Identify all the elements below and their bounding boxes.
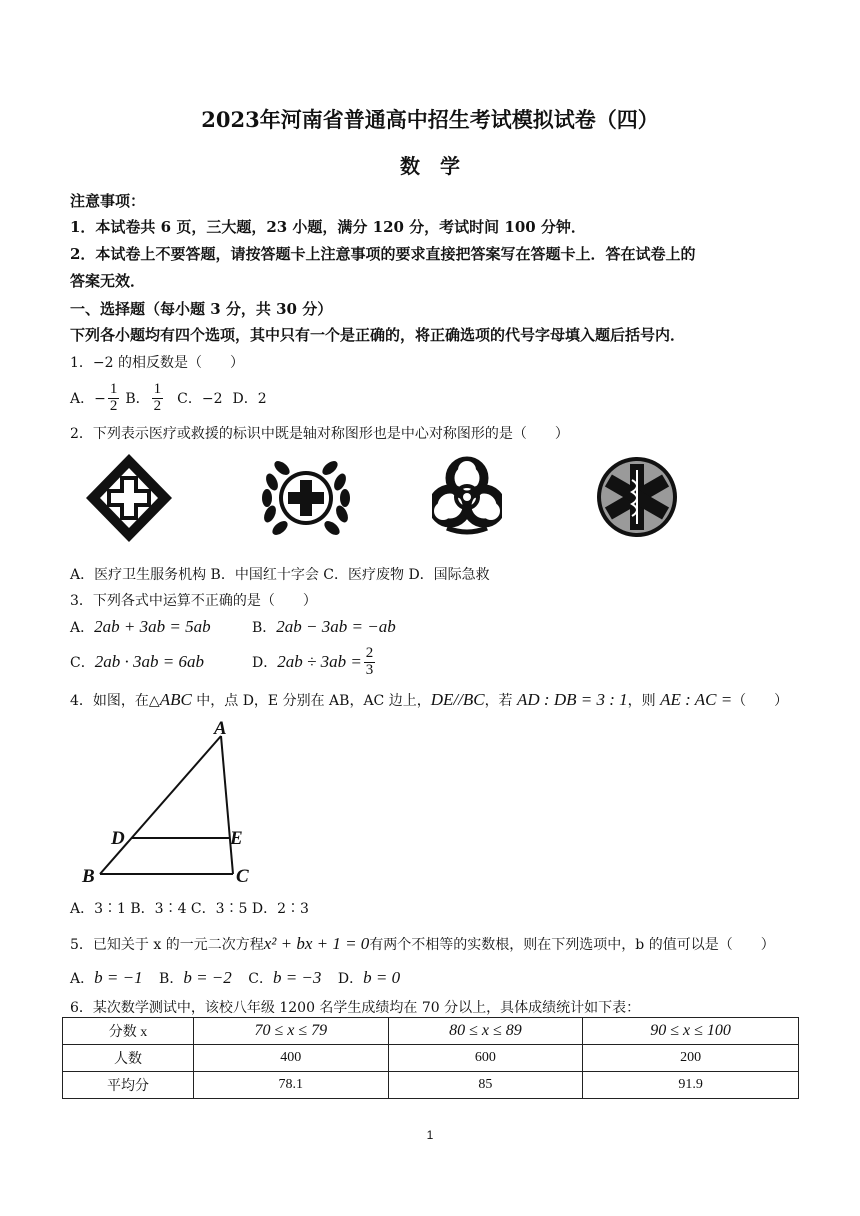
vertex-label-a: A: [214, 718, 227, 739]
option-c: C．−2: [177, 391, 223, 407]
notice-item-1: 1．本试卷共 6 页，三大题，23 小题，满分 120 分，考试时间 100 分钟．: [70, 218, 586, 236]
vertex-label-b: B: [82, 866, 95, 887]
table-row: [63, 1045, 799, 1072]
option-a-label: A．−: [70, 391, 106, 407]
option-a-fraction: $\frac{1}{2}$: [109, 380, 118, 414]
page-number: 1: [426, 1128, 434, 1142]
table-header-cell: 80 ≤ x ≤ 89: [388, 1018, 583, 1045]
subject-title: 数 学: [400, 154, 460, 178]
question-6-stem: 6．某次数学测试中，该校八年级 1200 名学生成绩均在 70 分以上，具体成绩统计如下表：: [70, 1000, 641, 1016]
option-d-fraction: $\frac{2}{3}$: [365, 644, 374, 678]
table-header-cell: 90 ≤ x ≤ 100: [583, 1018, 799, 1045]
exam-title: 2023年河南省普通高中招生考试模拟试卷（四）: [201, 107, 659, 132]
table-cell: 85: [388, 1072, 583, 1099]
table-row: [63, 1072, 799, 1099]
question-3-option-d: D． 2ab ÷ 3ab = $\frac{2}{3}$: [252, 644, 374, 678]
table-cell: 600: [388, 1045, 583, 1072]
question-5-stem: 5．已知关于 x 的一元二次方程x² + bx + 1 = 0有两个不相等的实数根，则在下列选项中，b 的值可以是（ ）: [70, 934, 775, 953]
vertex-label-d: D: [111, 828, 125, 849]
biohazard-icon: [432, 452, 502, 538]
section-heading: 一、选择题（每小题 3 分，共 30 分）: [70, 300, 333, 318]
question-2-stem: 2．下列表示医疗或救援的标识中既是轴对称图形也是中心对称图形的是（ ）: [70, 426, 569, 442]
medical-service-icon: [84, 452, 174, 544]
notice-heading: 注意事项：: [70, 192, 146, 210]
table-cell: 人数: [63, 1045, 194, 1072]
triangle-figure: [78, 716, 278, 894]
score-table: [62, 1017, 799, 1099]
red-cross-society-icon: [258, 452, 354, 542]
question-3-stem: 3．下列各式中运算不正确的是（ ）: [70, 593, 317, 609]
table-cell: 200: [583, 1045, 799, 1072]
notice-item-2-line-1: 2．本试卷上不要答题，请按答题卡上注意事项的要求直接把答案写在答题卡上．答在试卷上的: [70, 245, 696, 263]
table-header-row: [63, 1018, 799, 1045]
table-cell: 平均分: [63, 1072, 194, 1099]
question-3-option-a: A．2ab + 3ab = 5ab: [70, 617, 211, 636]
option-b-fraction: $\frac{1}{2}$: [153, 380, 162, 414]
section-instruction: 下列各小题均有四个选项，其中只有一个是正确的，将正确选项的代号字母填入题后括号内．: [70, 326, 686, 344]
question-4-stem: 4．如图，在△ABC 中，点 D，E 分别在 AB，AC 边上，DE//BC，若 AD : DB = 3 : 1，则 AE : AC =（ ）: [70, 690, 789, 709]
table-cell: 78.1: [194, 1072, 389, 1099]
vertex-label-c: C: [236, 866, 249, 887]
option-b-label: B．: [125, 391, 150, 407]
question-1-options: [70, 376, 267, 420]
star-of-life-icon: [596, 456, 678, 538]
question-5-options: A．b = −1 B．b = −2 C．b = −3 D．b = 0: [70, 968, 401, 987]
option-d: D．2: [232, 391, 267, 407]
question-3-option-c: C．2ab · 3ab = 6ab: [70, 652, 204, 671]
table-header-cell: 分数 x: [63, 1018, 194, 1045]
question-2-options: A．医疗卫生服务机构 B．中国红十字会 C．医疗废物 D．国际急救: [70, 567, 490, 583]
table-header-cell: 70 ≤ x ≤ 79: [194, 1018, 389, 1045]
table-cell: 91.9: [583, 1072, 799, 1099]
notice-item-2-line-2: 答案无效．: [70, 272, 146, 290]
table-cell: 400: [194, 1045, 389, 1072]
question-4-options: A．3∶1 B．3∶4 C．3∶5 D．2∶3: [70, 901, 309, 917]
vertex-label-e: E: [230, 828, 243, 849]
question-1-stem: 1．−2 的相反数是（ ）: [70, 355, 244, 371]
question-3-option-b: B．2ab − 3ab = −ab: [252, 617, 396, 636]
